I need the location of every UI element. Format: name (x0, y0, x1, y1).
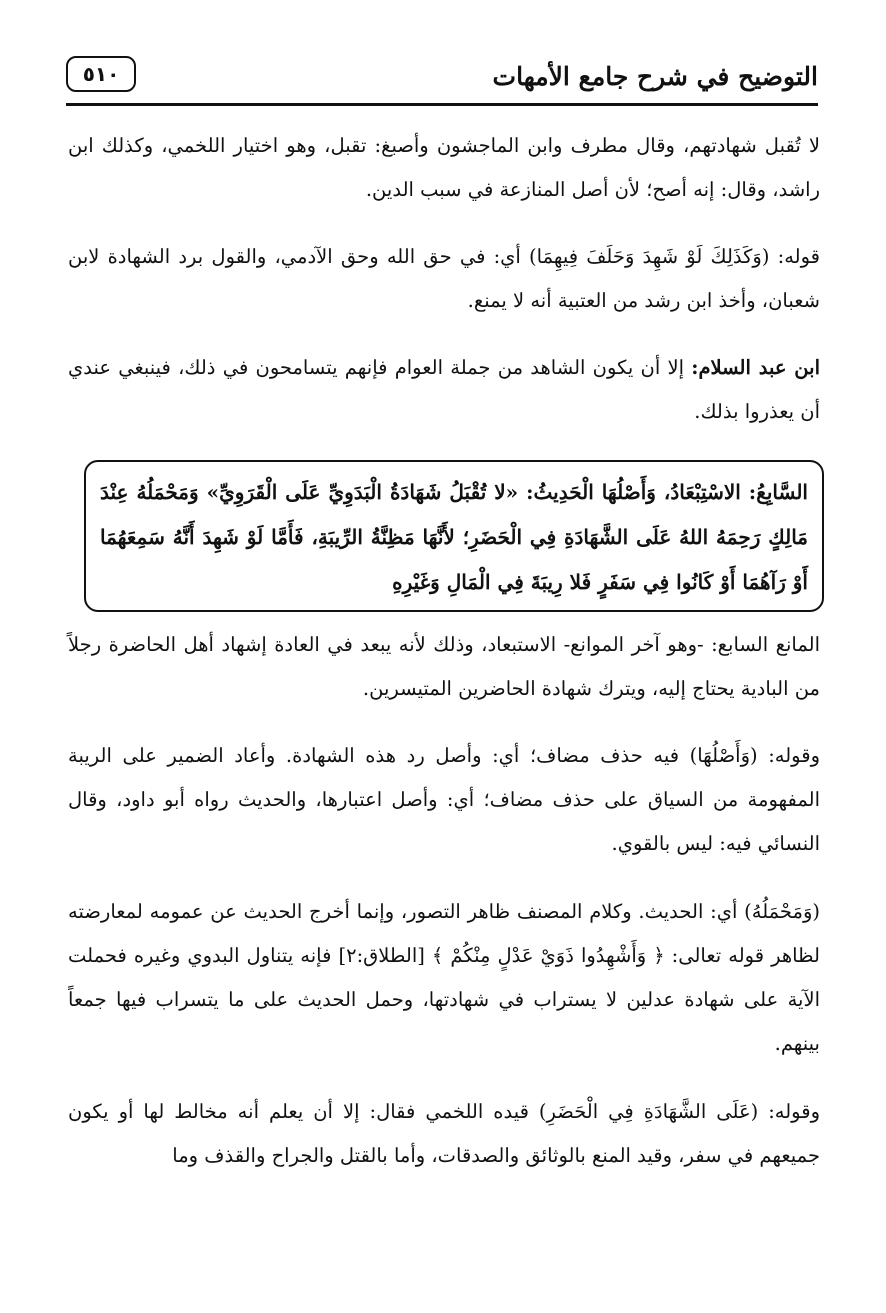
book-title: التوضيح في شرح جامع الأمهات (492, 62, 818, 91)
paragraph-text: قوله: (وَكَذَلِكَ لَوْ شَهِدَ وَحَلَفَ فِيهِمَا) أي: في حق الله وحق الآدمي، والقول برد الشهادة لابن شعبان، وأخذ ابن رشد من العتبية أنه لا يمنع. (68, 245, 820, 312)
paragraph-6 (68, 890, 820, 1066)
matn-text: السَّابِعُ: الاسْتِبْعَادُ، وَأَصْلُهَا الْحَدِيثُ: «لا تُقْبَلُ شَهَادَةُ الْبَدَوِيِّ عَلَى الْقَرَوِيِّ» وَمَحْمَلُهُ عِنْدَ مَالِكٍ رَحِمَهُ اللهُ عَلَى الشَّهَادَةِ فِي الْحَضَرِ؛ لأَنَّهَا مَظِنَّةُ الرِّيبَةِ، فَأَمَّا لَوْ شَهِدَ أَنَّهُ سَمِعَهُمَا أَوْ رَآهُمَا أَوْ كَانُوا فِي سَفَرٍ فَلا رِيبَةَ فِي الْمَالِ وَغَيْرِهِ (100, 480, 809, 594)
paragraph-text: المانع السابع: -وهو آخر الموانع- الاستبعاد، وذلك لأنه يبعد في العادة إشهاد أهل الحاضرة رجلاً من البادية يحتاج إليه، ويترك شهادة الحاضرين المتيسرين. (68, 633, 820, 700)
page-header (66, 50, 818, 102)
header-divider (66, 103, 818, 106)
speaker-name: ابن عبد السلام: (691, 356, 820, 379)
paragraph-text: (وَمَحْمَلُهُ) أي: الحديث. وكلام المصنف ظاهر التصور، وإنما أخرج الحديث عن عمومه لمعارضته لظاهر قوله تعالى: ﴿ وَأَشْهِدُوا ذَوَيْ عَدْلٍ مِنْكُمْ ﴾ [الطلاق:٢] فإنه يتناول البدوي وغيره فحملت الآية على شهادة عدلين لا يستراب في شهادتها، وحمل الحديث على ما يتسراب فيها جمعاً بينهم. (68, 900, 820, 1055)
paragraph-5 (68, 734, 820, 866)
paragraph-text: إلا أن يكون الشاهد من جملة العوام فإنهم يتسامحون في ذلك، فينبغي عندي أن يعذروا بذلك. (68, 356, 820, 423)
paragraph-1 (68, 124, 820, 212)
paragraph-text: وقوله: (عَلَى الشَّهَادَةِ فِي الْحَضَرِ) قيده اللخمي فقال: إلا أن يعلم أنه مخالط لها أو يكون جميعهم في سفر، وقيد المنع بالوثائق والصدقات، وأما بالقتل والجراح والقذف وما (68, 1100, 820, 1167)
paragraph-text: وقوله: (وَأَصْلُهَا) فيه حذف مضاف؛ أي: وأصل رد هذه الشهادة. وأعاد الضمير على الريبة المفهومة من السياق على حذف مضاف؛ أي: وأصل اعتبارها، والحديث رواه أبو داود، وقال النسائي فيه: ليس بالقوي. (68, 744, 820, 855)
page-number: ٥١٠ (66, 56, 136, 92)
paragraph-4 (68, 623, 820, 711)
matn-box (84, 460, 824, 612)
paragraph-3 (68, 346, 820, 434)
paragraph-text: لا تُقبل شهادتهم، وقال مطرف وابن الماجشون وأصبغ: تقبل، وهو اختيار اللخمي، وكذلك ابن راشد، وقال: إنه أصح؛ لأن أصل المنازعة في سبب الدين. (68, 134, 820, 201)
paragraph-2 (68, 235, 820, 323)
paragraph-7 (68, 1090, 820, 1178)
